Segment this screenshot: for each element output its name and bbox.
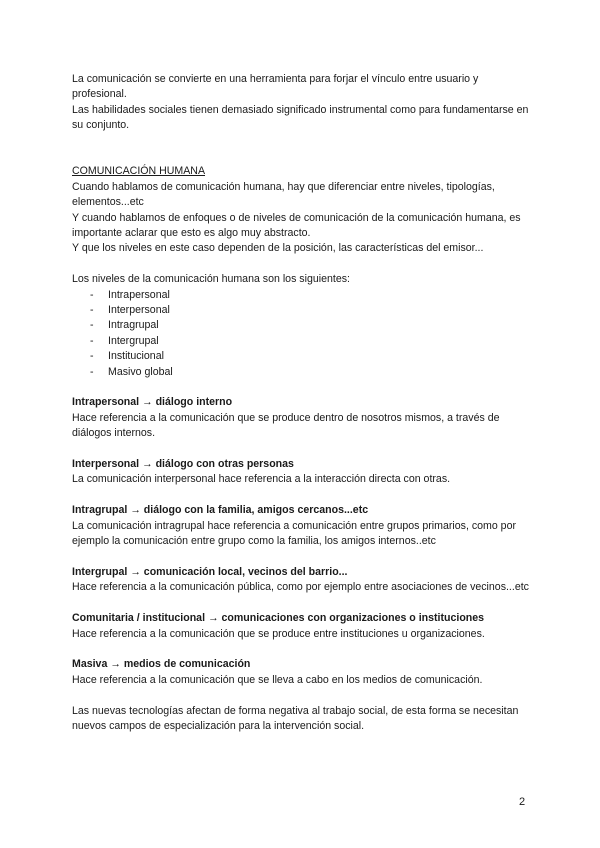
bullet-dash: - bbox=[90, 288, 94, 301]
definition-text: Hace referencia a la comunicación que se produce entre instituciones u organizaciones. bbox=[72, 627, 485, 640]
list-item-label: Intergrupal bbox=[108, 334, 159, 347]
list-item-label: Interpersonal bbox=[108, 304, 170, 317]
definition-term: Intrapersonal → diálogo interno bbox=[72, 396, 233, 409]
list-item bbox=[72, 318, 532, 333]
bullet-dash: - bbox=[90, 319, 94, 332]
levels-intro: Los niveles de la comunicación humana son los siguientes: bbox=[72, 273, 350, 286]
list-item bbox=[72, 303, 532, 318]
definition-text: Hace referencia a la comunicación que se lleva a cabo en los medios de comunicación. bbox=[72, 673, 483, 686]
bullet-dash: - bbox=[90, 334, 94, 347]
bullet-dash: - bbox=[90, 365, 94, 378]
bullet-dash: - bbox=[90, 350, 94, 363]
definition-term: Intragrupal → diálogo con la familia, amigos cercanos...etc bbox=[72, 504, 369, 517]
list-item bbox=[72, 334, 532, 349]
definition-term: Comunitaria / institucional → comunicaciones con organizaciones o instituciones bbox=[72, 612, 485, 625]
definition-text: La comunicación intragrupal hace referencia a comunicación entre grupos primarios, como por ejemplo la comunicación entre grupo como la familia, los amigos internos..etc bbox=[72, 519, 516, 548]
page-number: 2 bbox=[519, 796, 526, 808]
intro-paragraph: La comunicación se convierte en una herramienta para forjar el vínculo entre usuario y profesional. bbox=[72, 73, 479, 101]
section-paragraph: Y cuando hablamos de enfoques o de niveles de comunicación de la comunicación humana, es importante aclarar que esto es algo muy abstracto. bbox=[72, 211, 521, 240]
list-item bbox=[72, 349, 532, 364]
section-paragraph: Cuando hablamos de comunicación humana, hay que diferenciar entre niveles, tipologías, elementos...etc bbox=[72, 180, 495, 209]
levels-list bbox=[72, 288, 532, 380]
list-item bbox=[72, 365, 532, 380]
closing-paragraph: Las nuevas tecnologías afectan de forma negativa al trabajo social, de esta forma se necesitan nuevos campos de especialización para la intervención social. bbox=[72, 704, 519, 732]
list-item-label: Institucional bbox=[108, 350, 164, 363]
list-item-label: Intrapersonal bbox=[108, 288, 170, 301]
definition-term: Masiva → medios de comunicación bbox=[72, 658, 251, 671]
page-content bbox=[72, 72, 532, 734]
bullet-dash: - bbox=[90, 304, 94, 317]
list-item-label: Masivo global bbox=[108, 365, 173, 378]
definition-term: Interpersonal → diálogo con otras personas bbox=[72, 458, 294, 471]
definition-text: La comunicación interpersonal hace referencia a la interacción directa con otras. bbox=[72, 473, 451, 486]
section-title: COMUNICACIÓN HUMANA bbox=[72, 165, 206, 178]
section-paragraph: Y que los niveles en este caso dependen de la posición, las características del emisor... bbox=[72, 242, 484, 255]
list-item-label: Intragrupal bbox=[108, 319, 159, 332]
intro-paragraph: Las habilidades sociales tienen demasiado significado instrumental como para fundamentarse en su conjunto. bbox=[72, 103, 529, 132]
list-item bbox=[72, 288, 532, 303]
definition-text: Hace referencia a la comunicación pública, como por ejemplo entre asociaciones de vecinos...etc bbox=[72, 581, 529, 594]
definition-text: Hace referencia a la comunicación que se produce dentro de nosotros mismos, a través de diálogos internos. bbox=[72, 411, 500, 440]
definition-term: Intergrupal → comunicación local, vecinos del barrio... bbox=[72, 565, 348, 578]
